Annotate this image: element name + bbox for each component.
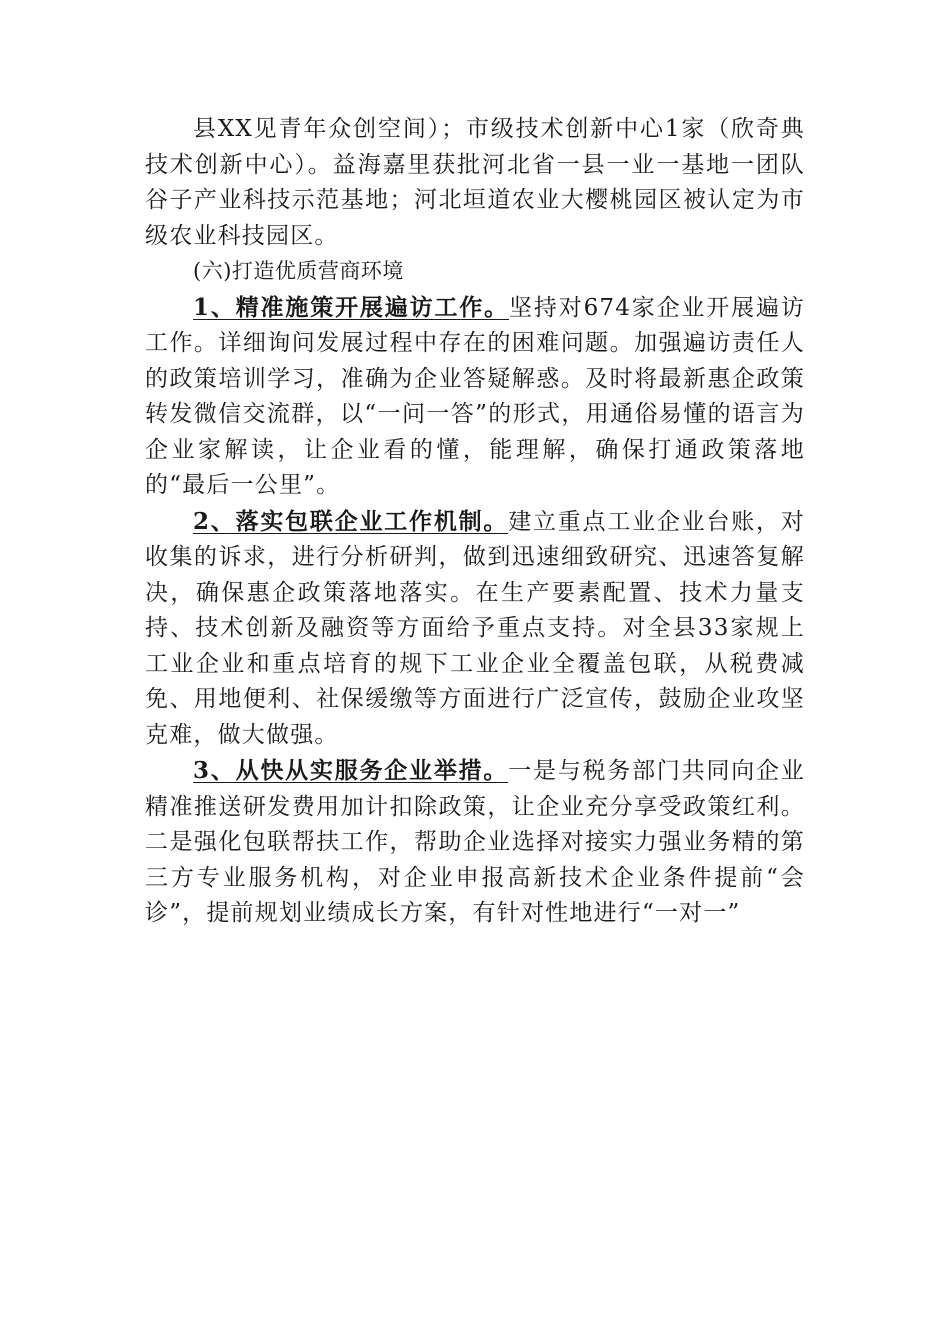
item-3-text: 一是与税务部门共同向企业精准推送研发费用加计扣除政策，让企业充分享受政策红利。二是强化包联帮扶工作，帮助企业选择对接实力强业务精的第三方专业服务机构，对企业申报高新技术企业条件提前“会诊”，提前规划业绩成长方案，有针对性地进行“一对一” <box>145 758 805 926</box>
intro-paragraph-text: 县XX见青年众创空间）；市级技术创新中心1家（欣奇典技术创新中心）。益海嘉里获批河北省一县一业一基地一团队谷子产业科技示范基地；河北垣道农业大樱桃园区被认定为市级农业科技园区。 <box>145 116 805 249</box>
item-3-heading: 3、从快从实服务企业举措。 <box>193 757 509 784</box>
item-paragraph-1 <box>145 290 805 504</box>
item-1-heading: 1、精准施策开展遍访工作。 <box>193 293 510 321</box>
item-2-text: 建立重点工业企业台账，对收集的诉求，进行分析研判，做到迅速细致研究、迅速答复解决，确保惠企政策落地落实。在生产要素配置、技术力量支持、技术创新及融资等方面给予重点支持。对全县33家规上工业企业和重点培育的规下工业企业全覆盖包联，从税费减免、用地便利、社保缓缴等方面进行广泛宣传，鼓励企业攻坚克难，做大做强。 <box>145 508 805 748</box>
item-1-text: 坚持对674家企业开展遍访工作。详细询问发展过程中存在的困难问题。加强遍访责任人的政策培训学习，准确为企业答疑解惑。及时将最新惠企政策转发微信交流群，以“一问一答”的形式，用通俗易懂的语言为企业家解读，让企业看的懂，能理解，确保打通政策落地的“最后一公里”。 <box>145 294 806 498</box>
document-page <box>145 112 805 932</box>
item-2-heading: 2、落实包联企业工作机制。 <box>193 507 509 535</box>
item-paragraph-2 <box>145 504 805 754</box>
item-paragraph-3 <box>145 753 805 932</box>
intro-paragraph <box>145 112 805 254</box>
section-heading: (六)打造优质营商环境 <box>193 259 404 283</box>
